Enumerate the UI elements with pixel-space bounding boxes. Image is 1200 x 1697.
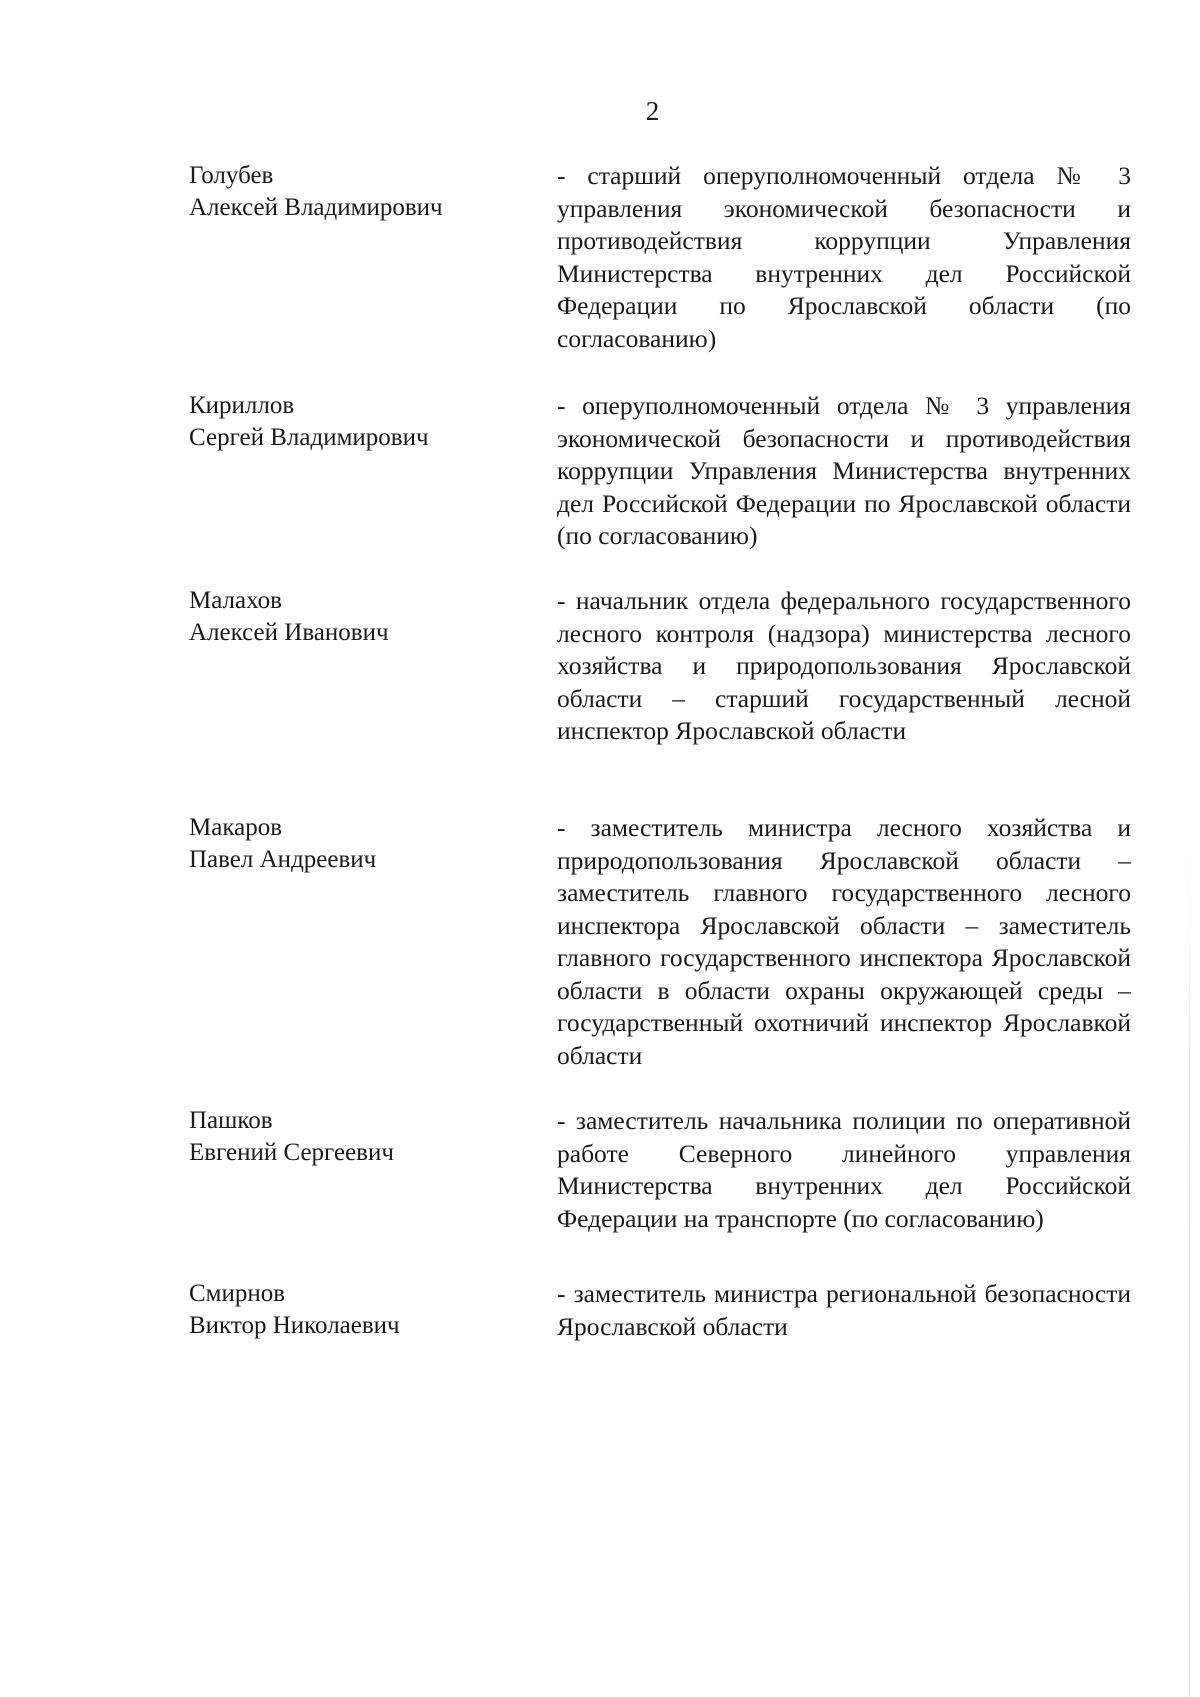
member-name	[189, 585, 529, 649]
member-surname: Пашков	[189, 1107, 273, 1134]
member-surname: Смирнов	[189, 1280, 286, 1307]
member-name	[189, 812, 529, 876]
member-given-names: Сергей Владимирович	[189, 424, 429, 451]
member-role: - заместитель начальника полиции по оперативной работе Северного линейного управления Министерства внутренних дел Российской Федерации на транспорте (по согласованию)	[557, 1106, 1131, 1233]
member-name	[189, 1278, 529, 1342]
member-role: - старший оперуполномоченный отдела № 3 управления экономической безопасности и противодействия коррупции Управления Министерства внутренних дел Российской Федерации по Ярославской области (по согласованию)	[557, 161, 1131, 353]
member-surname: Малахов	[189, 587, 282, 614]
member-surname: Кириллов	[189, 392, 295, 419]
member-role: - оперуполномоченный отдела № 3 управления экономической безопасности и противодействия коррупции Управления Министерства внутренних дел Российской Федерации по Ярославской области (по согласованию)	[557, 391, 1131, 550]
member-given-names: Виктор Николаевич	[189, 1312, 400, 1339]
member-surname: Макаров	[189, 814, 282, 841]
member-role: - заместитель министра региональной безопасности Ярославской области	[557, 1279, 1131, 1341]
member-given-names: Евгений Сергеевич	[189, 1139, 394, 1166]
member-role: - заместитель министра лесного хозяйства и природопользования Ярославской области – заместитель главного государственного лесного инспектора Ярославской области – заместитель главного государственного инспектора Ярославской области в области охраны окружающей среды – государственный охотничий инспектор Ярославкой области	[557, 813, 1131, 1070]
member-name	[189, 1105, 529, 1169]
member-name	[189, 390, 529, 454]
member-name	[189, 160, 529, 224]
member-given-names: Алексей Владимирович	[189, 194, 443, 221]
member-role: - начальник отдела федерального государственного лесного контроля (надзора) министерства лесного хозяйства и природопользования Ярославской области – старший государственный лесной инспектор Ярославской области	[557, 586, 1131, 745]
scan-edge-line	[1189, 820, 1190, 1697]
page-number: 2	[645, 96, 660, 126]
member-given-names: Алексей Иванович	[189, 619, 389, 646]
member-surname: Голубев	[189, 162, 274, 189]
member-given-names: Павел Андреевич	[189, 846, 377, 873]
